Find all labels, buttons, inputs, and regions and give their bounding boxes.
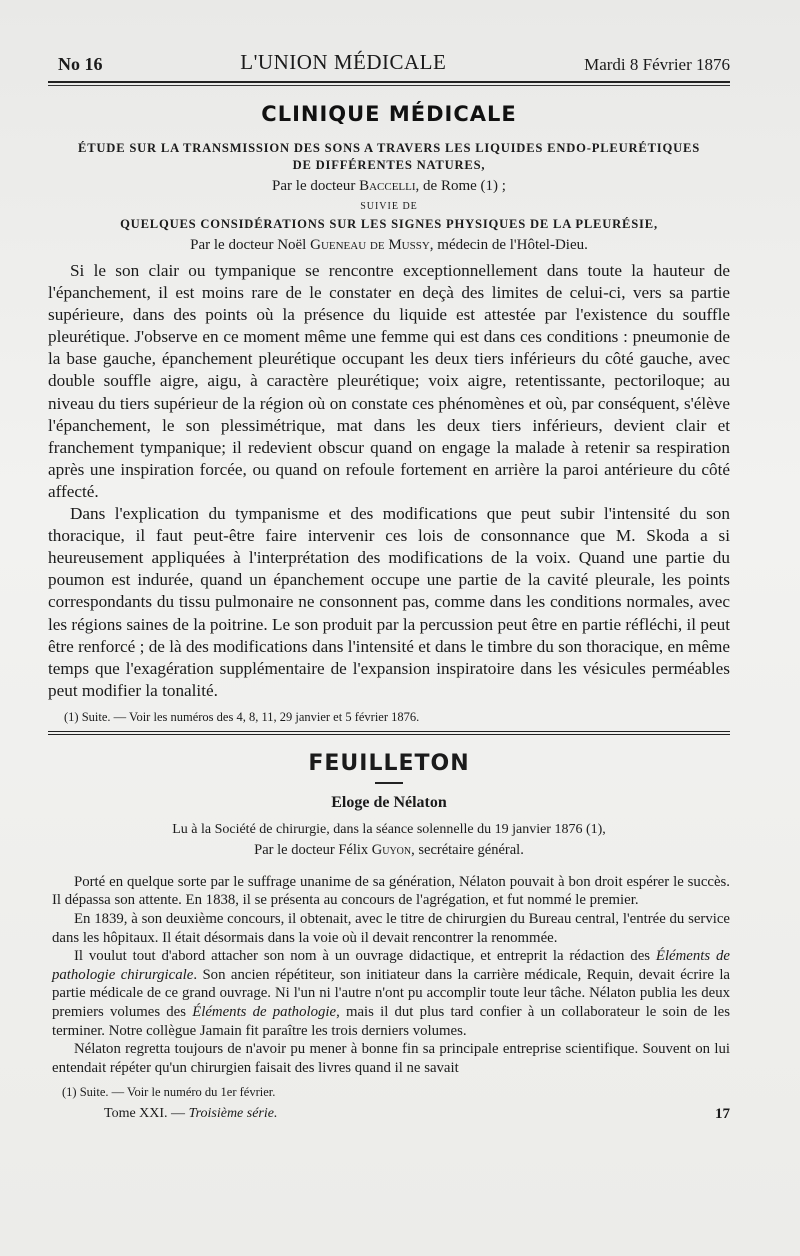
article2-by-suffix: , médecin de l'Hôtel-Dieu. [429, 237, 588, 253]
clinique-paragraph-2: Dans l'explication du tympanisme et des modifications que peut subir l'intensité du son thoracique, il faut peut-être faire intervenir ces lois de consonnance que M. Skoda a si heureusement appliquées à l'interprétation des modifications de la voix. Quand une partie du poumon est indurée, quand un épanchement occupe une partie de la cavité pleurale, les points correspondants du tissu pulmonaire ne consonnent pas, comme dans les conditions normales, avec les régions saines de la poitrine. Le son produit par la percussion peut être en partie réfléchi, il peut être renforcé ; de là des modifications dans l'intensité et dans le timbre du son thoracique, en même temps que l'exagération supplémentaire de l'expansion inspiratoire dans les vésicules perméables peut modifier la tonalité. [48, 504, 730, 700]
section-title-feuilleton: FEUILLETON [308, 750, 470, 776]
feuilleton-footnote: (1) Suite. — Voir le numéro du 1er février. [62, 1085, 276, 1100]
feuilleton-paragraph-2: En 1839, à son deuxième concours, il obtenait, avec le titre de chirurgien du Bureau central, l'entrée du service dans les hôpitaux. Il était désormais dans la voie où il devait rencontrer la renommée. [52, 911, 730, 946]
feuilleton-paragraph-3 [48, 947, 730, 1040]
eloge-byline [48, 842, 730, 859]
p3-italic-1: Éléments de pathologie chirurgicale [52, 948, 730, 983]
article2-byline [48, 237, 730, 254]
page-number: 17 [715, 1106, 730, 1123]
clinique-footnote: (1) Suite. — Voir les numéros des 4, 8, 11, 29 janvier et 5 février 1876. [48, 710, 730, 735]
eloge-subtitle: Lu à la Société de chirurgie, dans la séance solennelle du 19 janvier 1876 (1), [172, 821, 606, 837]
article1-author: Baccelli [359, 178, 416, 194]
p3-italic-2: Éléments de pathologie [192, 1004, 337, 1021]
article2-author: Gueneau de Mussy [310, 237, 430, 253]
feuilleton-rule [375, 782, 403, 784]
issue-number: No 16 [58, 54, 103, 74]
journal-title: L'UNION MÉDICALE [240, 50, 447, 74]
article1-by-suffix: , de Rome (1) ; [415, 178, 506, 194]
feuilleton-paragraph-1: Porté en quelque sorte par le suffrage unanime de sa génération, Nélaton pouvait à bon droit espérer le succès. Il dépassa son attente. En 1838, il se présenta au concours de l'agrégation, et fut nommé le premier. [52, 873, 730, 909]
article2-title: QUELQUES CONSIDÉRATIONS SUR LES SIGNES PHYSIQUES DE LA PLEURÉSIE, [120, 217, 658, 231]
eloge-author: Guyon [371, 841, 412, 858]
eloge-title: Eloge de Nélaton [331, 793, 447, 811]
feuilleton-paragraph-4: Nélaton regretta toujours de n'avoir pu mener à bonne fin sa principale entreprise scientifique. Souvent on lui entendait répéter qu'un chirurgien faisait des livres quand il ne savait [52, 1041, 730, 1076]
article1-title-line1: ÉTUDE SUR LA TRANSMISSION DES SONS A TRAVERS LES LIQUIDES ENDO-PLEURÉTIQUES [78, 141, 700, 155]
issue-date: Mardi 8 Février 1876 [584, 55, 730, 74]
article2-by-prefix: Par le docteur Noël [190, 237, 311, 253]
article1-byline [48, 178, 730, 195]
serie-label: Troisième série. [188, 1106, 278, 1122]
clinique-body [48, 260, 730, 702]
eloge-by-suffix: , secrétaire général. [411, 841, 524, 858]
clinique-paragraph-1: Si le son clair ou tympanique se rencontre exceptionnellement dans toute la hauteur de l'épanchement, il est moins rare de le constater en deçà des limites de celui-ci, vers sa partie supérieure, dans des points où la présence du liquide est attestée par l'existence du souffle pleurétique. J'observe en ce moment même une femme qui est dans ces conditions : pneumonie de la base gauche, épanchement pleurétique occupant les deux tiers inférieurs du côté gauche, avec double souffle aigre, aigu, à caractère pleurétique; voix aigre, retentissante, pectoriloque; au niveau du tiers supérieur de la région où on constate ces phénomènes et où, par conséquent, s'élève l'épanchement, le son plessimétrique, mat dans les deux tiers inférieurs, devient clair et franchement tympanique; il redevient obscur quand on engage la malade à retenir sa respiration après une inspiration forcée, ou quand on refoule fortement en arrière la paroi antérieure du côté affecté. [48, 261, 730, 501]
tome-label: Tome XXI. — [104, 1106, 186, 1122]
suivi-de: SUIVIE DE [360, 201, 418, 212]
p3-part-c: , mais il dut plus tard confier à un collaborateur le soin de les terminer. Notre collègue Jamain fit paraître les trois derniers volumes. [52, 1004, 730, 1039]
masthead-rule [48, 85, 730, 86]
feuilleton-body [48, 873, 730, 1078]
article1-by-prefix: Par le docteur [272, 178, 360, 194]
tome-info [104, 1106, 277, 1123]
eloge-by-prefix: Par le docteur Félix [254, 841, 372, 858]
p3-part-b: . Son ancien répétiteur, son initiateur dans la carrière médicale, Requin, devait écrire la partie médicale de ce grand ouvrage. Ni l'un ni l'autre n'ont pu accomplir toute leur tâche. Nélaton publia les deux premiers volumes des [52, 966, 731, 1021]
p3-part-a: Il voulut tout d'abord attacher son nom à un ouvrage didactique, et entreprit la rédaction des [74, 948, 656, 965]
page-footer [48, 1106, 730, 1123]
article1-title [48, 140, 730, 174]
section-title-clinique: CLINIQUE MÉDICALE [261, 102, 517, 126]
masthead [48, 50, 730, 83]
article1-title-line2: DE DIFFÉRENTES NATURES, [292, 158, 486, 172]
